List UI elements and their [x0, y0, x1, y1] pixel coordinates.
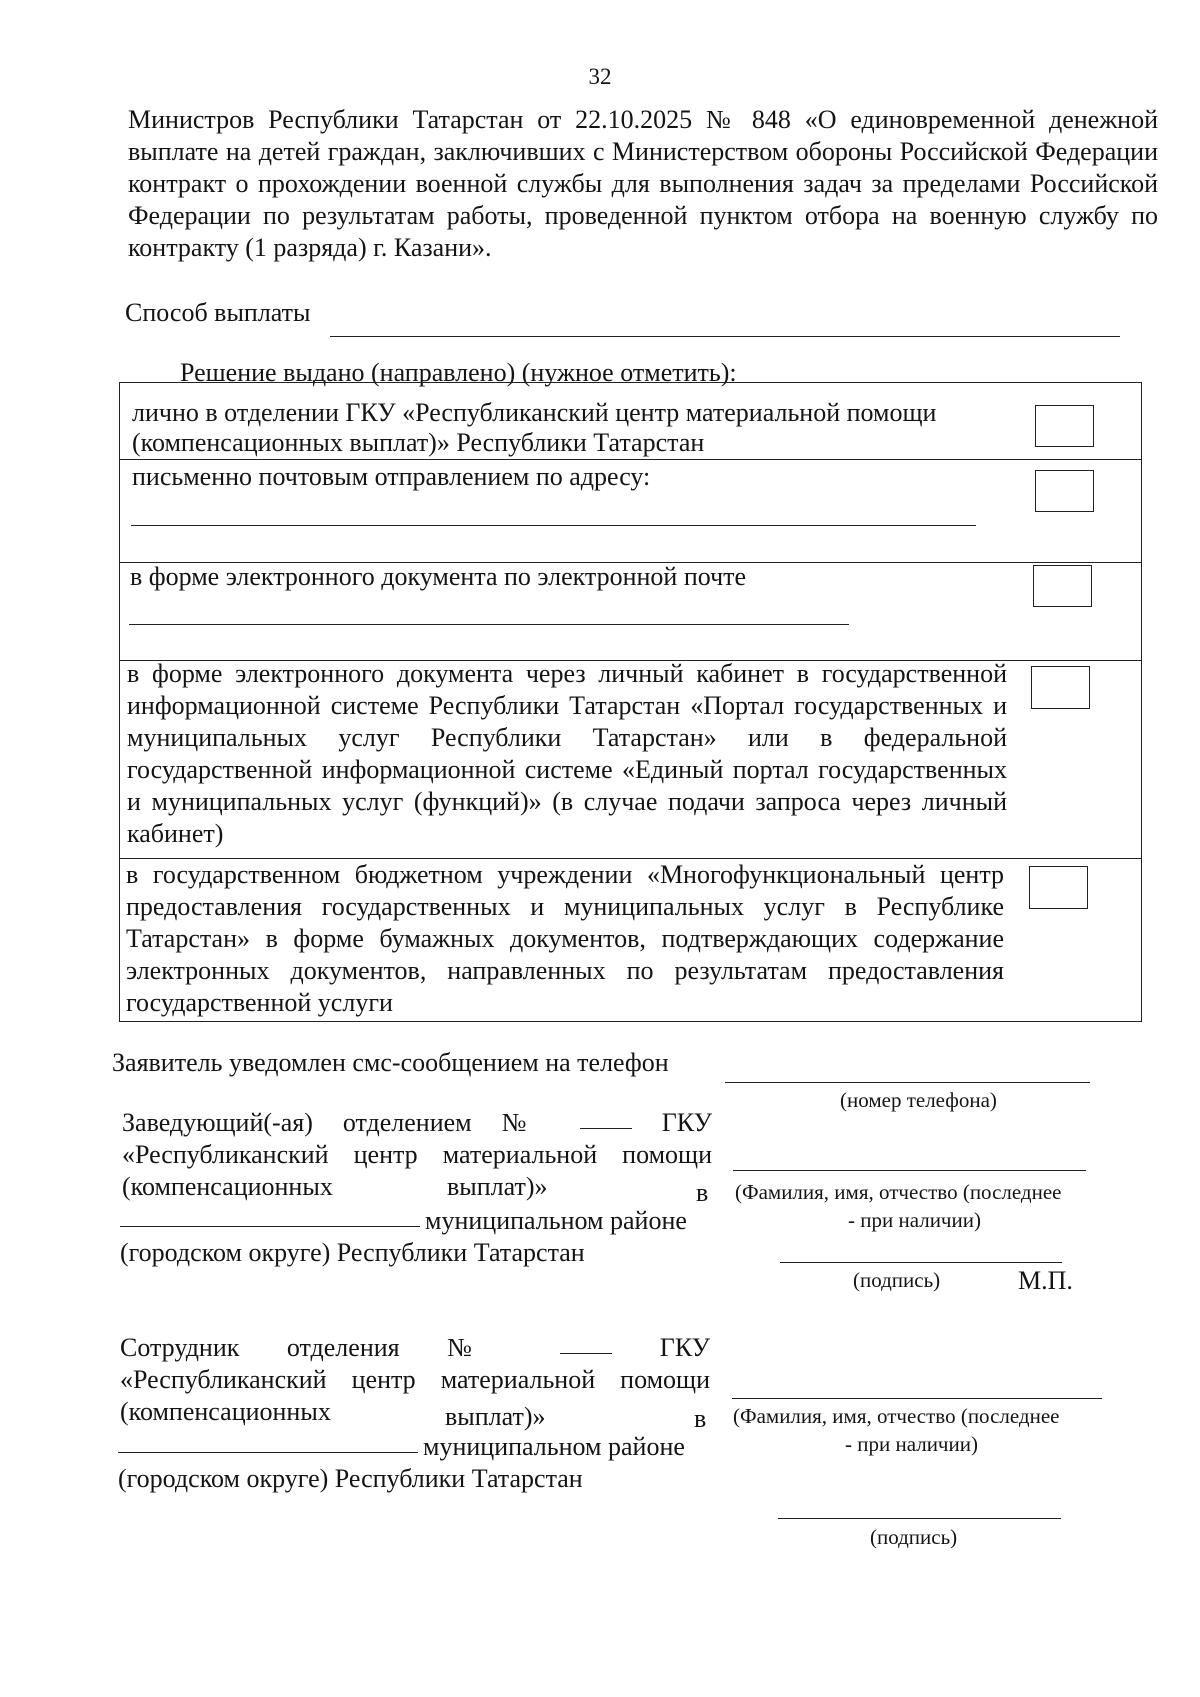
option-in-person-line2: (компенсационных выплат)» Республики Татарстан: [132, 428, 705, 457]
page-number: 32: [588, 64, 612, 89]
option-mail-checkbox[interactable]: [1035, 470, 1094, 512]
head-fio-caption-2: - при наличии): [848, 1208, 981, 1232]
sms-label: Заявитель уведомлен смс-сообщением на телефон: [112, 1048, 669, 1077]
employee-fio-caption-2: - при наличии): [845, 1432, 978, 1456]
head-title-line3-b: выплат)»: [447, 1172, 548, 1201]
stamp-label: М.П.: [1018, 1266, 1073, 1295]
email-address-field[interactable]: [129, 624, 849, 625]
head-title-line4: муниципальном районе: [425, 1206, 687, 1235]
row-divider: [119, 459, 1141, 460]
option-in-person-line1: лично в отделении ГКУ «Республиканский центр материальной помощи: [132, 398, 937, 427]
head-title-line5: (городском округе) Республики Татарстан: [120, 1238, 585, 1267]
employee-fio-field[interactable]: [732, 1398, 1102, 1399]
employee-title-line2: «Республиканский центр материальной помощи: [120, 1365, 710, 1394]
option-mfc: в государственном бюджетном учреждении «Многофункциональный центр предоставления государственных и муниципальных услуг в Республике Татарстан» в форме бумажных документов, подтверждающих содержание электронных документов, направленных по результатам предоставления государственной услуги: [126, 860, 1004, 1017]
option-email-checkbox[interactable]: [1033, 565, 1092, 607]
option-mfc-checkbox[interactable]: [1029, 866, 1088, 909]
head-fio-caption-1: (Фамилия, имя, отчество (последнее: [735, 1180, 1062, 1204]
head-signature-field[interactable]: [780, 1262, 1062, 1263]
phone-number-field[interactable]: [725, 1082, 1090, 1083]
employee-title-line3-b: выплат)»: [445, 1402, 546, 1431]
employee-signature-caption: (подпись): [870, 1525, 958, 1549]
mail-address-field[interactable]: [131, 525, 976, 526]
option-portal: в форме электронного документа через личный кабинет в государственной информационной системе Республики Татарстан «Портал государственных и муниципальных услуг Республики Татарстан» или в федеральной государственной информационной системе «Единый портал государственных и муниципальных услуг (функций)» (в случае подачи запроса через личный кабинет): [127, 659, 1007, 848]
option-in-person-checkbox[interactable]: [1035, 405, 1094, 447]
employee-title-line3-c: в: [694, 1404, 707, 1433]
head-title-line3-a: (компенсационных: [122, 1172, 333, 1201]
option-portal-checkbox[interactable]: [1031, 666, 1090, 709]
head-title-line2: «Республиканский центр материальной помощи: [122, 1140, 712, 1169]
head-title-line3-c: в: [696, 1178, 709, 1207]
employee-district-field[interactable]: [118, 1452, 418, 1453]
employee-signature-field[interactable]: [778, 1518, 1061, 1519]
payment-method-label: Способ выплаты: [125, 298, 311, 327]
head-title-line1: Заведующий(-ая) отделением № ГКУ: [122, 1108, 712, 1137]
intro-paragraph: Министров Республики Татарстан от 22.10.2025 № 848 «О единовременной денежной выплате на детей граждан, заключивших с Министерством обороны Российской Федерации контракт о прохождении военной службы для выполнения задач за пределами Российской Федерации по результатам работы, проведенной пунктом отбора на военную службу по контракту (1 разряда) г. Казани».: [128, 105, 1158, 262]
decision-title: Решение выдано (направлено) (нужное отметить):: [180, 358, 737, 387]
head-district-field[interactable]: [120, 1226, 420, 1227]
employee-title-line1: Сотрудник отделения № ГКУ: [120, 1333, 711, 1362]
head-signature-caption: (подпись): [853, 1268, 941, 1292]
employee-title-line3-a: (компенсационных: [120, 1397, 331, 1426]
employee-fio-caption-1: (Фамилия, имя, отчество (последнее: [733, 1404, 1060, 1428]
option-mail: письменно почтовым отправлением по адресу:: [132, 462, 651, 491]
head-fio-field[interactable]: [733, 1170, 1086, 1171]
phone-caption: (номер телефона): [840, 1088, 997, 1112]
employee-title-line5: (городском округе) Республики Татарстан: [118, 1464, 583, 1493]
payment-method-field[interactable]: [330, 336, 1120, 337]
employee-title-line4: муниципальном районе: [423, 1432, 685, 1461]
option-email: в форме электронного документа по электронной почте: [130, 562, 747, 591]
